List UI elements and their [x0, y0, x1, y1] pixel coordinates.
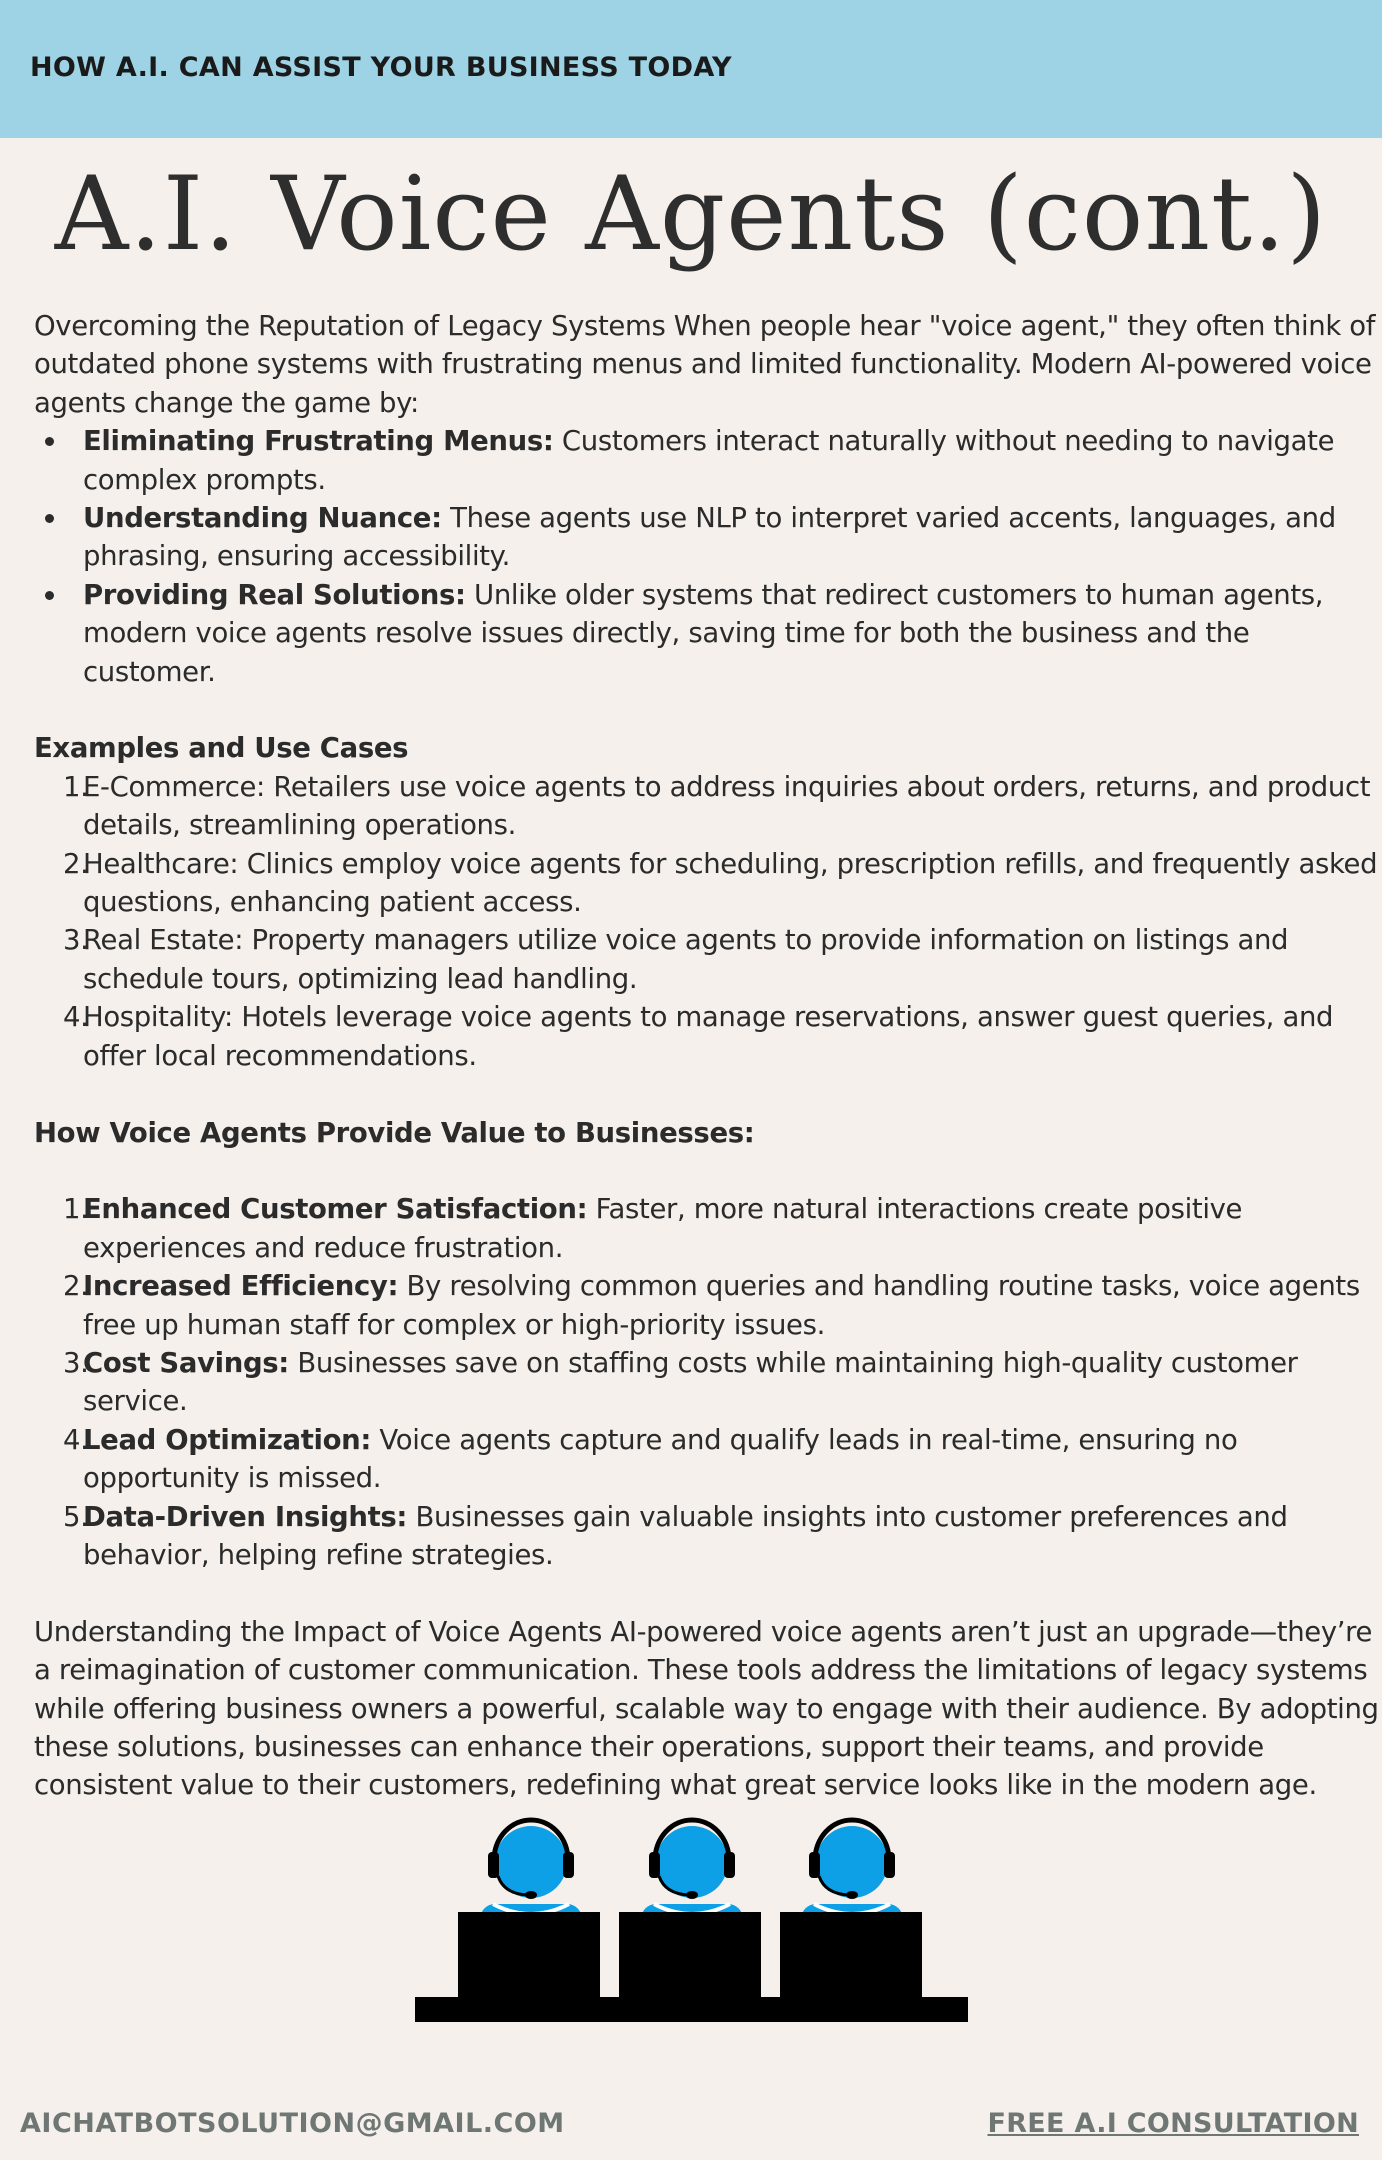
item-bold-label: Providing Real Solutions: — [83, 578, 466, 611]
item-bold-label: Understanding Nuance: — [83, 502, 442, 535]
item-number: 5. — [63, 1500, 89, 1533]
article-body — [34, 307, 1379, 1805]
list-item — [34, 499, 1379, 576]
item-text: Faster, more natural interactions create positive experiences and reduce frustration. — [83, 1193, 1243, 1264]
item-text: Unlike older systems that redirect customers to human agents, modern voice agents resolve issues directly, saving time for both the business and the customer. — [83, 578, 1324, 688]
item-number: 2. — [63, 1270, 89, 1303]
spacer — [34, 691, 1379, 729]
item-number: 3. — [63, 924, 89, 957]
item-bold-label: Increased Efficiency: — [83, 1270, 399, 1303]
item-text: Businesses gain valuable insights into customer preferences and behavior, helping refine strategies. — [83, 1500, 1288, 1571]
conclusion-paragraph: Understanding the Impact of Voice Agents AI-powered voice agents aren’t just an upgrade—they’re a reimagination of customer communication. These tools address the limitations of legacy systems while offering business owners a powerful, scalable way to engage with their audience. By adopting these solutions, businesses can enhance their operations, support their teams, and provide consistent value to their customers, redefining what great service looks like in the modern age. — [34, 1615, 1379, 1802]
item-text: Healthcare: Clinics employ voice agents for scheduling, prescription refills, and frequently asked questions, enhancing patient access. — [83, 847, 1378, 919]
list-item — [34, 1267, 1379, 1344]
list-item — [34, 1190, 1379, 1267]
item-number: 1. — [63, 770, 89, 803]
monitor-2 — [619, 1912, 761, 1998]
list-item — [34, 845, 1379, 922]
list-item — [34, 1498, 1379, 1575]
list-item — [34, 998, 1379, 1075]
list-item — [34, 1421, 1379, 1498]
value-list — [34, 1190, 1379, 1574]
list-item — [34, 1344, 1379, 1421]
list-item — [34, 422, 1379, 499]
list-item — [34, 768, 1379, 845]
list-item — [34, 921, 1379, 998]
item-text: E-Commerce: Retailers use voice agents to address inquiries about orders, returns, and product details, streamlining operations. — [83, 770, 1371, 842]
item-text: Voice agents capture and qualify leads in real-time, ensuring no opportunity is missed. — [83, 1423, 1238, 1495]
examples-list — [34, 768, 1379, 1075]
item-text: Hospitality: Hotels leverage voice agents to manage reservations, answer guest queries, and offer local recommendations. — [83, 1001, 1334, 1072]
item-bold-label: Data-Driven Insights: — [83, 1500, 408, 1533]
desk — [415, 1997, 968, 2022]
item-number: 4. — [63, 1423, 89, 1456]
item-text: Real Estate: Property managers utilize voice agents to provide information on listings and schedule tours, optimizing lead handling. — [83, 924, 1289, 995]
spacer — [34, 1574, 1379, 1612]
item-number: 2. — [63, 847, 89, 880]
free-consultation-link[interactable]: FREE A.I CONSULTATION — [987, 2108, 1359, 2139]
monitor-3 — [780, 1912, 922, 1998]
item-number: 1. — [63, 1193, 89, 1226]
spacer — [34, 1152, 1379, 1190]
call-center-agents-illustration — [410, 1800, 970, 2030]
examples-heading: Examples and Use Cases — [34, 732, 409, 765]
contact-email[interactable]: AICHATBOTSOLUTION@GMAIL.COM — [20, 2108, 565, 2139]
banner-text: HOW A.I. CAN ASSIST YOUR BUSINESS TODAY — [30, 52, 732, 83]
item-bold-label: Lead Optimization: — [83, 1423, 372, 1456]
value-heading: How Voice Agents Provide Value to Businesses: — [34, 1116, 755, 1149]
item-text: Businesses save on staffing costs while maintaining high-quality customer service. — [83, 1346, 1298, 1418]
item-text: By resolving common queries and handling routine tasks, voice agents free up human staff for complex or high-priority issues. — [83, 1270, 1360, 1341]
item-bold-label: Cost Savings: — [83, 1346, 289, 1379]
benefits-list — [34, 422, 1379, 691]
intro-paragraph: Overcoming the Reputation of Legacy Systems When people hear "voice agent," they often think of outdated phone systems with frustrating menus and limited functionality. Modern AI-powered voice agents change the game by: — [34, 310, 1376, 419]
spacer — [34, 1075, 1379, 1113]
item-bold-label: Eliminating Frustrating Menus: — [83, 425, 554, 458]
item-number: 3. — [63, 1346, 89, 1379]
item-text: Customers interact naturally without needing to navigate complex prompts. — [83, 425, 1335, 496]
list-item — [34, 576, 1379, 691]
header-banner — [0, 0, 1382, 138]
item-bold-label: Enhanced Customer Satisfaction: — [83, 1193, 588, 1226]
monitor-1 — [458, 1912, 600, 1998]
item-number: 4. — [63, 1001, 89, 1034]
page-title: A.I. Voice Agents (cont.) — [54, 155, 1328, 274]
item-text: These agents use NLP to interpret varied accents, languages, and phrasing, ensuring accessibility. — [83, 502, 1336, 573]
